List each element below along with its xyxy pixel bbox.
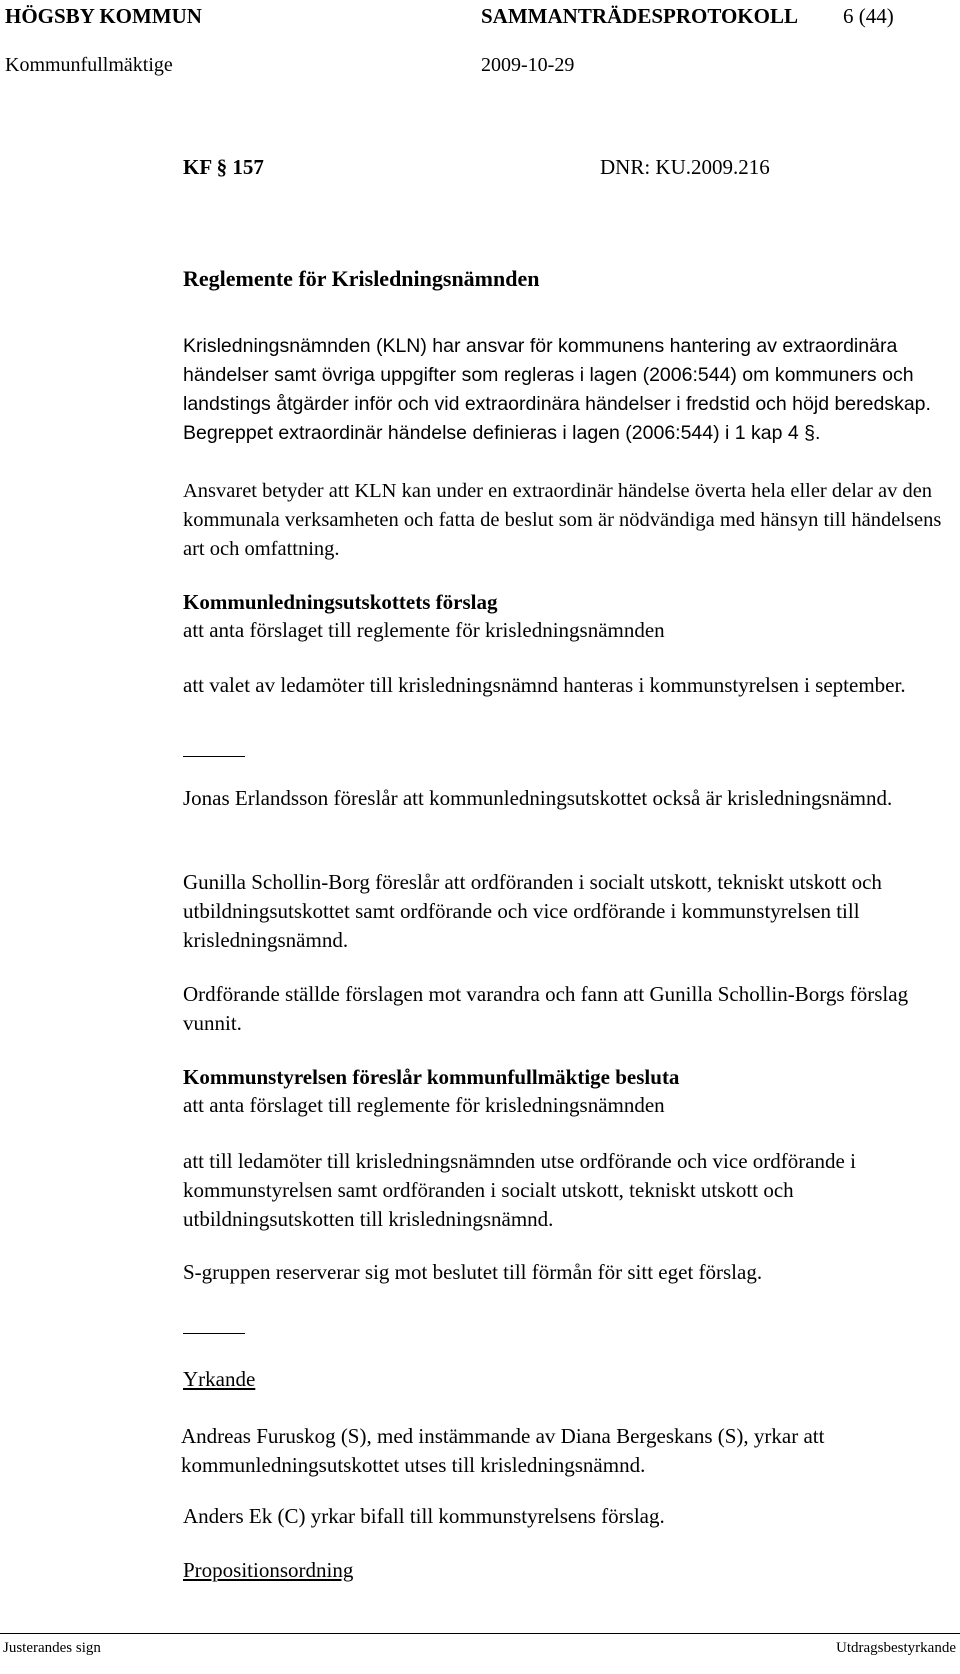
ksu-proposal-2: att valet av ledamöter till krisledningsnämnd hanteras i kommunstyrelsen i september. xyxy=(183,673,906,697)
intro-paragraph-b xyxy=(183,477,953,564)
footer-utdragsbestyrkande: Utdragsbestyrkande xyxy=(836,1640,956,1656)
yrkande-heading: Yrkande xyxy=(183,1367,256,1391)
yrkande-furuskog: Andreas Furuskog (S), med instämmande av Diana Bergeskans (S), yrkar att kommunledningsutskottet utses till krisledningsnämnd. xyxy=(181,1424,825,1477)
case-dnr: DNR: KU.2009.216 xyxy=(600,155,770,179)
ks-reservation: S-gruppen reserverar sig mot beslutet till förmån för sitt eget förslag. xyxy=(183,1260,763,1284)
proposal-decision: Ordförande ställde förslagen mot varandra och fann att Gunilla Schollin-Borgs förslag vunnit. xyxy=(183,982,909,1035)
ksu-heading: Kommunledningsutskottets förslag xyxy=(183,590,498,614)
intro-text-b: Ansvaret betyder att KLN kan under en extraordinär händelse överta hela eller delar av den kommunala verksamheten och fatta de beslut som är nödvändiga med hänsyn till händelsens art och omfattning. xyxy=(183,480,942,560)
separator-line xyxy=(183,756,245,757)
municipality-name: HÖGSBY KOMMUN xyxy=(5,4,202,28)
footer-rule xyxy=(0,1633,960,1634)
proposal-schollin-borg: Gunilla Schollin-Borg föreslår att ordföranden i socialt utskott, tekniskt utskott och utbildningsutskottet samt ordförande och vice ordförande i kommunstyrelsen till krisledningsnämnd. xyxy=(183,870,882,952)
proposition-heading: Propositionsordning xyxy=(183,1558,354,1582)
separator-line-2 xyxy=(183,1333,245,1334)
proposal-erlandsson: Jonas Erlandsson föreslår att kommunledningsutskottet också är krisledningsnämnd. xyxy=(183,786,893,810)
page-number: 6 (44) xyxy=(843,4,894,28)
intro-text-a: Krisledningsnämnden (KLN) har ansvar för kommunens hantering av extraordinära händelser samt övriga uppgifter som regleras i lagen (2006:544) om kommuners och landstings åtgärder inför och vid extraordinära händelser i fredstid och höjd beredskap. Begreppet extraordinär händelse definieras i lagen (2006:544) i 1 kap 4 §. xyxy=(183,335,931,444)
meeting-body: Kommunfullmäktige xyxy=(5,54,173,76)
section-title: Reglemente för Krisledningsnämnden xyxy=(183,266,540,291)
yrkande-ek: Anders Ek (C) yrkar bifall till kommunstyrelsens förslag. xyxy=(183,1504,665,1528)
meeting-date: 2009-10-29 xyxy=(481,54,575,76)
document-type: SAMMANTRÄDESPROTOKOLL xyxy=(481,4,798,28)
ks-proposal-2: att till ledamöter till krisledningsnämnden utse ordförande och vice ordförande i kommunstyrelsen samt ordföranden i socialt utskott, tekniskt utskott och utbildningsutskotten till krisledningsnämnd. xyxy=(183,1149,856,1231)
ks-proposal-1: att anta förslaget till reglemente för krisledningsnämnden xyxy=(183,1093,665,1117)
footer-justerandes-sign: Justerandes sign xyxy=(3,1640,101,1656)
ksu-proposal-1: att anta förslaget till reglemente för krisledningsnämnden xyxy=(183,618,665,642)
intro-paragraph xyxy=(183,332,953,448)
case-number: KF § 157 xyxy=(183,155,264,179)
ks-heading: Kommunstyrelsen föreslår kommunfullmäktige besluta xyxy=(183,1065,680,1089)
